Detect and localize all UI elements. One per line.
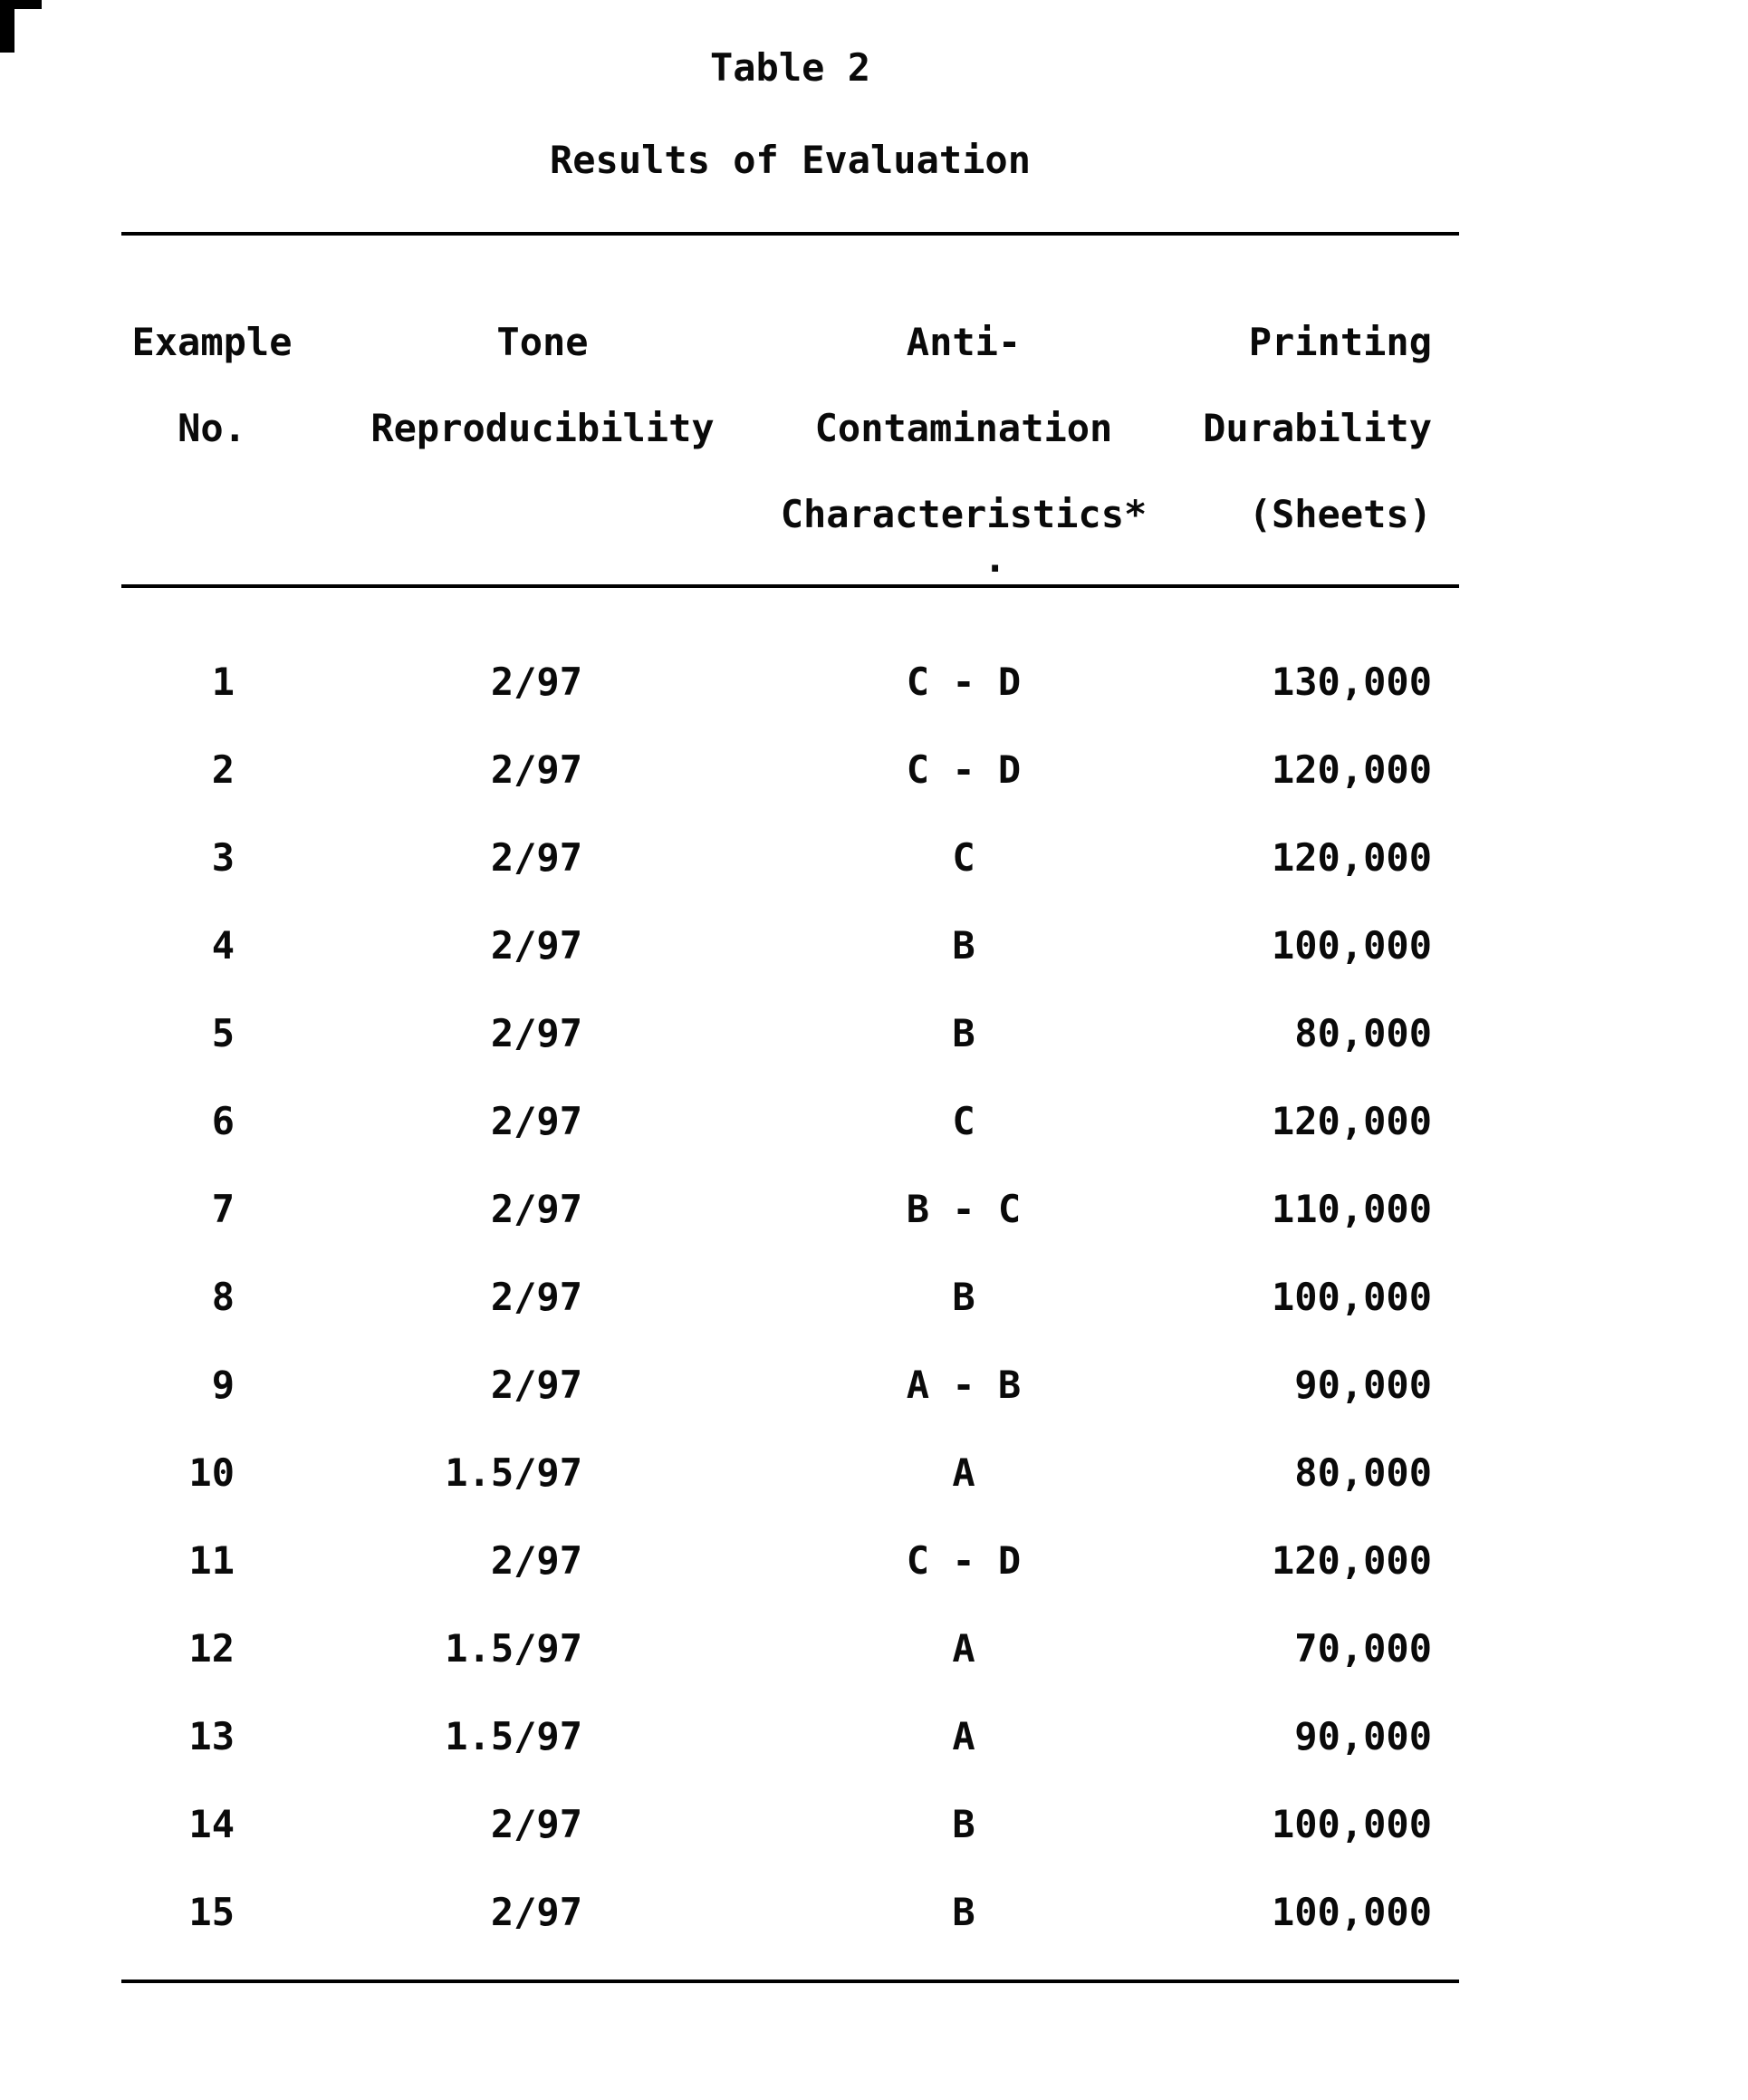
cell-example-no: 10 bbox=[188, 1450, 235, 1495]
table-row bbox=[121, 1077, 1459, 1165]
horizontal-rule-bottom bbox=[121, 1980, 1459, 1983]
cell-example-no: 7 bbox=[211, 1187, 235, 1231]
table-title: Table 2 bbox=[709, 45, 870, 90]
cell-example-no: 6 bbox=[211, 1099, 235, 1143]
cell-printing-durability: 120,000 bbox=[1271, 835, 1432, 880]
cell-printing-durability: 90,000 bbox=[1294, 1363, 1432, 1407]
table-header bbox=[121, 299, 1459, 557]
cell-printing-durability: 100,000 bbox=[1271, 1275, 1432, 1319]
cell-tone-reproducibility: 2/97 bbox=[490, 923, 582, 968]
header-sheets: (Sheets) bbox=[1248, 492, 1432, 536]
cell-anti-contamination: C - D bbox=[906, 660, 1022, 704]
cell-anti-contamination: A bbox=[952, 1450, 975, 1495]
cell-anti-contamination: C - D bbox=[906, 1538, 1022, 1583]
cell-printing-durability: 130,000 bbox=[1271, 660, 1432, 704]
cell-anti-contamination: B bbox=[952, 1275, 975, 1319]
cell-tone-reproducibility: 2/97 bbox=[490, 1099, 582, 1143]
cell-tone-reproducibility: 2/97 bbox=[490, 1011, 582, 1055]
cell-anti-contamination: A - B bbox=[906, 1363, 1022, 1407]
table-row bbox=[121, 1868, 1459, 1956]
header-contamination: Contamination bbox=[814, 406, 1113, 450]
scan-artifact-dot: . bbox=[984, 536, 1007, 581]
table-header-row bbox=[121, 299, 1459, 385]
cell-tone-reproducibility: 2/97 bbox=[490, 660, 582, 704]
cell-anti-contamination: B bbox=[952, 1011, 975, 1055]
table-header-row bbox=[121, 471, 1459, 557]
cell-tone-reproducibility: 2/97 bbox=[490, 1890, 582, 1934]
cell-anti-contamination: B bbox=[952, 1802, 975, 1846]
cell-example-no: 13 bbox=[188, 1714, 235, 1758]
cell-tone-reproducibility: 2/97 bbox=[490, 1802, 582, 1846]
header-reproducibility: Reproducibility bbox=[370, 406, 715, 450]
header-characteristics: Characteristics* bbox=[780, 492, 1148, 536]
cell-printing-durability: 120,000 bbox=[1271, 1099, 1432, 1143]
cell-anti-contamination: B bbox=[952, 923, 975, 968]
table-row bbox=[121, 638, 1459, 726]
table-row bbox=[121, 1253, 1459, 1341]
cell-tone-reproducibility: 2/97 bbox=[490, 1187, 582, 1231]
cell-printing-durability: 80,000 bbox=[1294, 1011, 1432, 1055]
cell-anti-contamination: C bbox=[952, 835, 975, 880]
cell-example-no: 2 bbox=[211, 747, 235, 792]
cell-tone-reproducibility: 2/97 bbox=[490, 1538, 582, 1583]
table-row bbox=[121, 1429, 1459, 1517]
cell-tone-reproducibility: 2/97 bbox=[490, 835, 582, 880]
table-body bbox=[121, 638, 1459, 1956]
cell-example-no: 8 bbox=[211, 1275, 235, 1319]
header-example: Example bbox=[131, 320, 293, 364]
cell-printing-durability: 120,000 bbox=[1271, 747, 1432, 792]
cell-example-no: 3 bbox=[211, 835, 235, 880]
table-row bbox=[121, 989, 1459, 1077]
cell-anti-contamination: A bbox=[952, 1714, 975, 1758]
horizontal-rule-middle bbox=[121, 584, 1459, 588]
header-anti: Anti- bbox=[906, 320, 1022, 364]
table-subtitle: Results of Evaluation bbox=[549, 138, 1031, 182]
cell-printing-durability: 110,000 bbox=[1271, 1187, 1432, 1231]
cell-printing-durability: 100,000 bbox=[1271, 1890, 1432, 1934]
cell-printing-durability: 100,000 bbox=[1271, 1802, 1432, 1846]
scan-artifact-mark bbox=[0, 0, 42, 9]
cell-anti-contamination: C - D bbox=[906, 747, 1022, 792]
table-row bbox=[121, 1604, 1459, 1692]
cell-example-no: 11 bbox=[188, 1538, 235, 1583]
table-row bbox=[121, 1341, 1459, 1429]
cell-anti-contamination: A bbox=[952, 1626, 975, 1671]
cell-tone-reproducibility: 1.5/97 bbox=[445, 1450, 582, 1495]
table-row bbox=[121, 1692, 1459, 1780]
horizontal-rule-top bbox=[121, 232, 1459, 236]
cell-tone-reproducibility: 2/97 bbox=[490, 1363, 582, 1407]
cell-printing-durability: 100,000 bbox=[1271, 923, 1432, 968]
table-row bbox=[121, 1780, 1459, 1868]
table-row bbox=[121, 726, 1459, 814]
cell-printing-durability: 80,000 bbox=[1294, 1450, 1432, 1495]
cell-printing-durability: 70,000 bbox=[1294, 1626, 1432, 1671]
cell-example-no: 1 bbox=[211, 660, 235, 704]
cell-anti-contamination: B - C bbox=[906, 1187, 1022, 1231]
cell-example-no: 9 bbox=[211, 1363, 235, 1407]
cell-anti-contamination: B bbox=[952, 1890, 975, 1934]
cell-example-no: 4 bbox=[211, 923, 235, 968]
table-header-row bbox=[121, 385, 1459, 471]
cell-example-no: 15 bbox=[188, 1890, 235, 1934]
table-row bbox=[121, 814, 1459, 901]
cell-example-no: 14 bbox=[188, 1802, 235, 1846]
header-example-no: No. bbox=[178, 406, 246, 450]
cell-printing-durability: 90,000 bbox=[1294, 1714, 1432, 1758]
table-row bbox=[121, 1165, 1459, 1253]
header-tone: Tone bbox=[496, 320, 589, 364]
header-printing: Printing bbox=[1248, 320, 1432, 364]
table-document bbox=[121, 45, 1459, 1983]
cell-tone-reproducibility: 2/97 bbox=[490, 1275, 582, 1319]
cell-example-no: 5 bbox=[211, 1011, 235, 1055]
table-row bbox=[121, 901, 1459, 989]
table-row bbox=[121, 1517, 1459, 1604]
cell-anti-contamination: C bbox=[952, 1099, 975, 1143]
cell-printing-durability: 120,000 bbox=[1271, 1538, 1432, 1583]
cell-tone-reproducibility: 2/97 bbox=[490, 747, 582, 792]
cell-tone-reproducibility: 1.5/97 bbox=[445, 1626, 582, 1671]
cell-tone-reproducibility: 1.5/97 bbox=[445, 1714, 582, 1758]
header-durability: Durability bbox=[1203, 406, 1432, 450]
cell-example-no: 12 bbox=[188, 1626, 235, 1671]
